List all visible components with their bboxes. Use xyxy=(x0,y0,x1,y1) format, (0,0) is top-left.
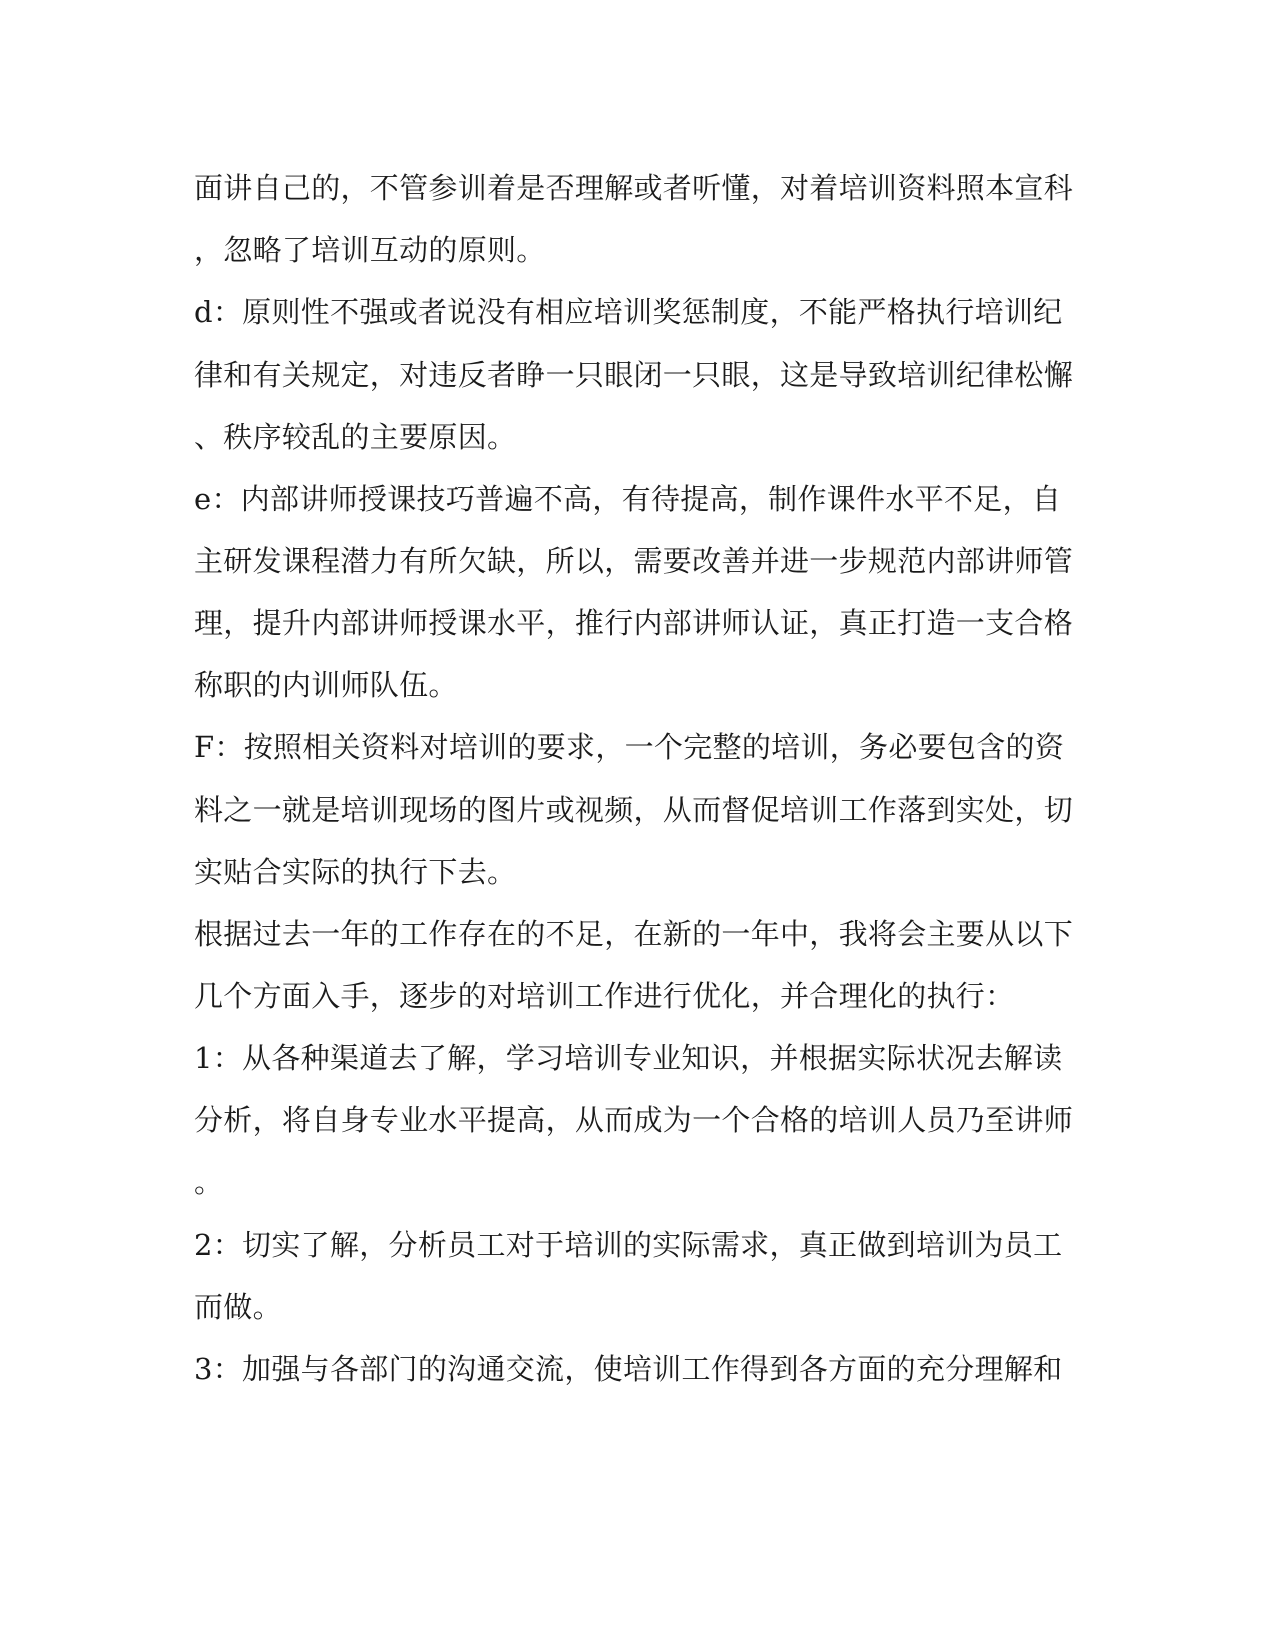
text-line: 、秩序较乱的主要原因。 xyxy=(194,420,517,454)
text-line: 称职的内训师队伍。 xyxy=(194,668,458,702)
text-line: 根据过去一年的工作存在的不足，在新的一年中，我将会主要从以下 xyxy=(194,917,1074,951)
text-line: 而做。 xyxy=(194,1290,282,1324)
text-line: 1：从各种渠道去了解，学习培训专业知识，并根据实际状况去解读 xyxy=(194,1041,1063,1075)
text-line: ，忽略了培训互动的原则。 xyxy=(194,233,546,267)
text-line: 分析，将自身专业水平提高，从而成为一个合格的培训人员乃至讲师 xyxy=(194,1103,1074,1137)
text-line: 料之一就是培训现场的图片或视频，从而督促培训工作落到实处，切 xyxy=(194,793,1074,827)
text-line: 实贴合实际的执行下去。 xyxy=(194,855,517,889)
text-line: d：原则性不强或者说没有相应培训奖惩制度，不能严格执行培训纪 xyxy=(194,295,1063,329)
text-line: 律和有关规定，对违反者睁一只眼闭一只眼，这是导致培训纪律松懈 xyxy=(194,358,1074,392)
text-line: F：按照相关资料对培训的要求，一个完整的培训，务必要包含的资 xyxy=(194,730,1065,764)
text-line: 面讲自己的，不管参训着是否理解或者听懂，对着培训资料照本宣科 xyxy=(194,171,1074,205)
text-line: e：内部讲师授课技巧普遍不高，有待提高，制作课件水平不足，自 xyxy=(194,482,1062,516)
text-line: 。 xyxy=(194,1165,224,1199)
text-line: 主研发课程潜力有所欠缺，所以，需要改善并进一步规范内部讲师管 xyxy=(194,544,1074,578)
text-line: 理，提升内部讲师授课水平，推行内部讲师认证，真正打造一支合格 xyxy=(194,606,1074,640)
text-line: 2：切实了解，分析员工对于培训的实际需求，真正做到培训为员工 xyxy=(194,1228,1063,1262)
text-line: 3：加强与各部门的沟通交流，使培训工作得到各方面的充分理解和 xyxy=(194,1352,1063,1386)
text-line: 几个方面入手，逐步的对培训工作进行优化，并合理化的执行： xyxy=(194,979,1015,1013)
